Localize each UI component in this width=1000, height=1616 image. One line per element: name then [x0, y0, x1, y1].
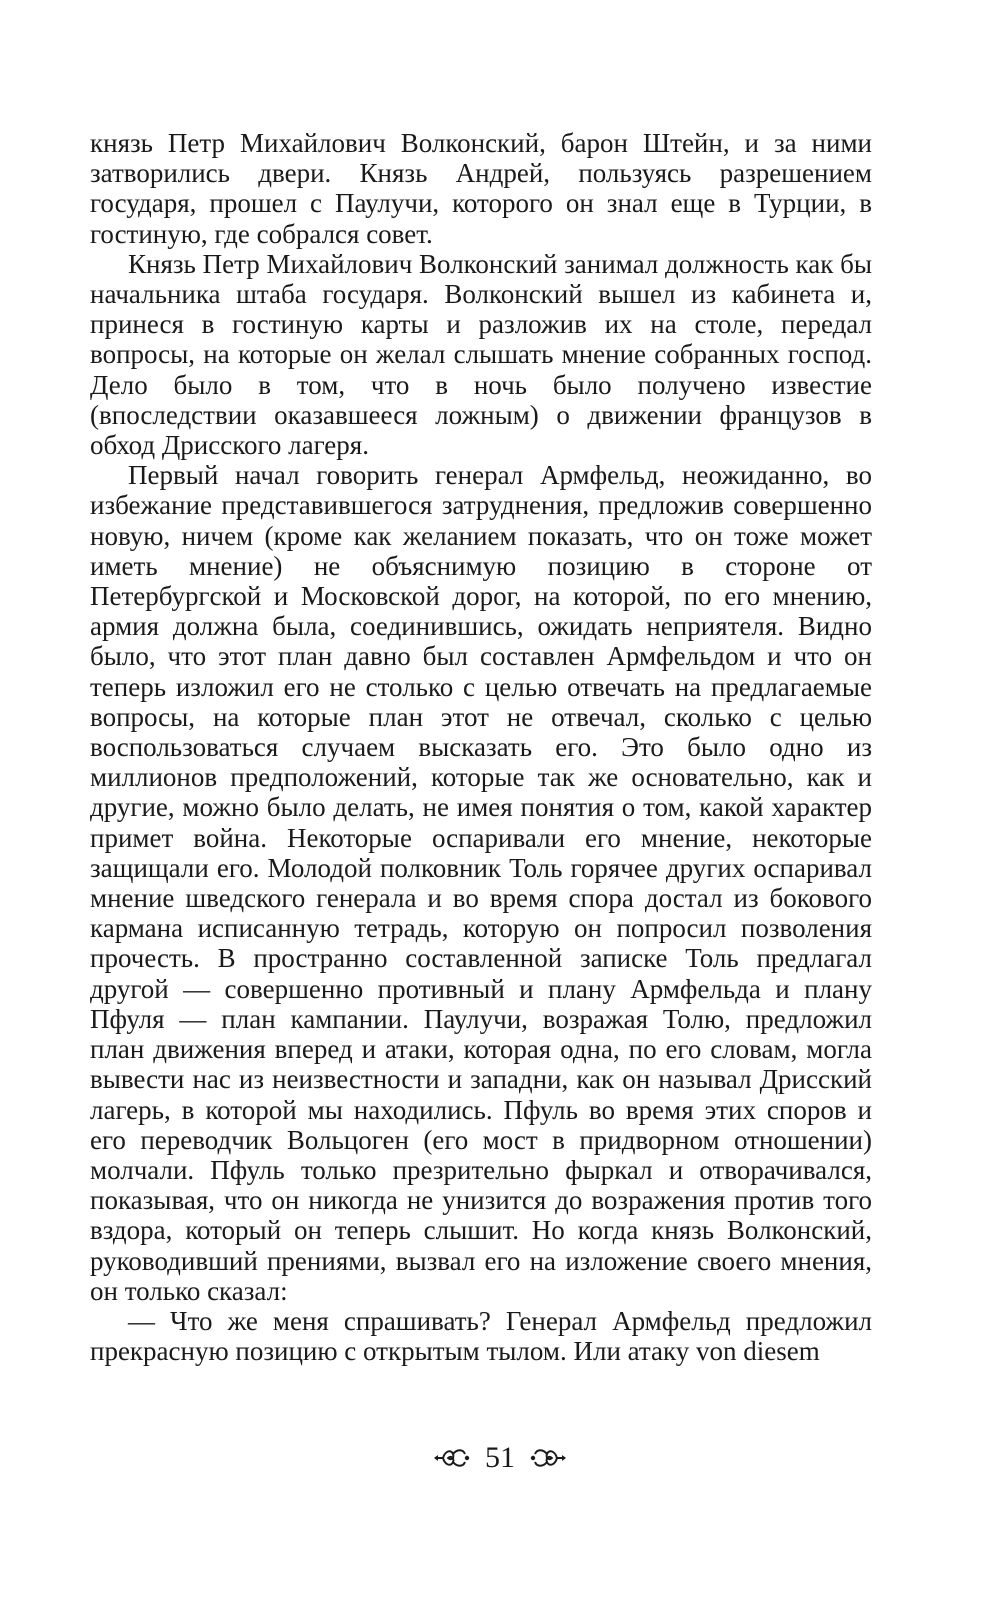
- paragraph-3: Первый начал говорить генерал Армфельд, неожиданно, во избежание представившегося затруднения, предложив совершенно новую, ничем (кроме как желанием показать, что он тоже может иметь мнение) не объяснимую позицию в стороне от Петербургской и Московской дорог, на которой, по его мнению, армия должна была, соединившись, ожидать неприятеля. Видно было, что этот план давно был составлен Армфельдом и что он теперь изложил его не столько с целью отвечать на предлагаемые вопросы, на которые план этот не отвечал, сколько с целью воспользоваться случаем высказать его. Это было одно из миллионов предположений, которые так же основательно, как и другие, можно было делать, не имея понятия о том, какой характер примет война. Некоторые оспаривали его мнение, некоторые защищали его. Молодой полковник Толь горячее других оспаривал мнение шведского генерала и во время спора достал из бокового кармана исписанную тетрадь, которую он попросил позволения прочесть. В пространно составленной записке Толь предлагал другой — совершенно противный и плану Армфельда и плану Пфуля — план кампании. Паулучи, возражая Толю, предложил план движения вперед и атаки, которая одна, по его словам, могла вывести нас из неизвестности и западни, как он называл Дрисский лагерь, в которой мы находились. Пфуль во время этих споров и его переводчик Вольцоген (его мост в придворном отношении) молчали. Пфуль только презрительно фыркал и отворачивался, показывая, что он никогда не унизится до возражения против того вздора, который он теперь слышит. Но когда князь Волконский, руководивший прениями, вызвал его на изложение своего мнения, он только сказал:: [90, 460, 872, 1306]
- paragraph-2: Князь Петр Михайлович Волконский занимал должность как бы начальника штаба государя. Волконский вышел из кабинета и, принеся в гостиную карты и разложив их на столе, передал вопросы, на которые он желал слышать мнение собранных господ. Дело было в том, что в ночь было получено известие (впоследствии оказавшееся ложным) о движении французов в обход Дрисского лагеря.: [90, 248, 872, 461]
- left-flourish-icon: [433, 1445, 471, 1471]
- page-footer: [0, 1436, 1000, 1480]
- paragraph-1: князь Петр Михайлович Волконский, барон Штейн, и за ними затворились двери. Князь Андрей, пользуясь разрешением государя, прошел с Паулучи, которого он знал еще в Турции, в гостиную, где собрался совет.: [90, 128, 872, 249]
- right-flourish-icon: [529, 1445, 567, 1471]
- page-number: 51: [485, 1441, 515, 1474]
- paragraph-4: — Что же меня спрашивать? Генерал Армфельд предложил прекрасную позицию с открытым тылом. Или атаку von diesem: [90, 1305, 872, 1367]
- main-text: [90, 128, 872, 1366]
